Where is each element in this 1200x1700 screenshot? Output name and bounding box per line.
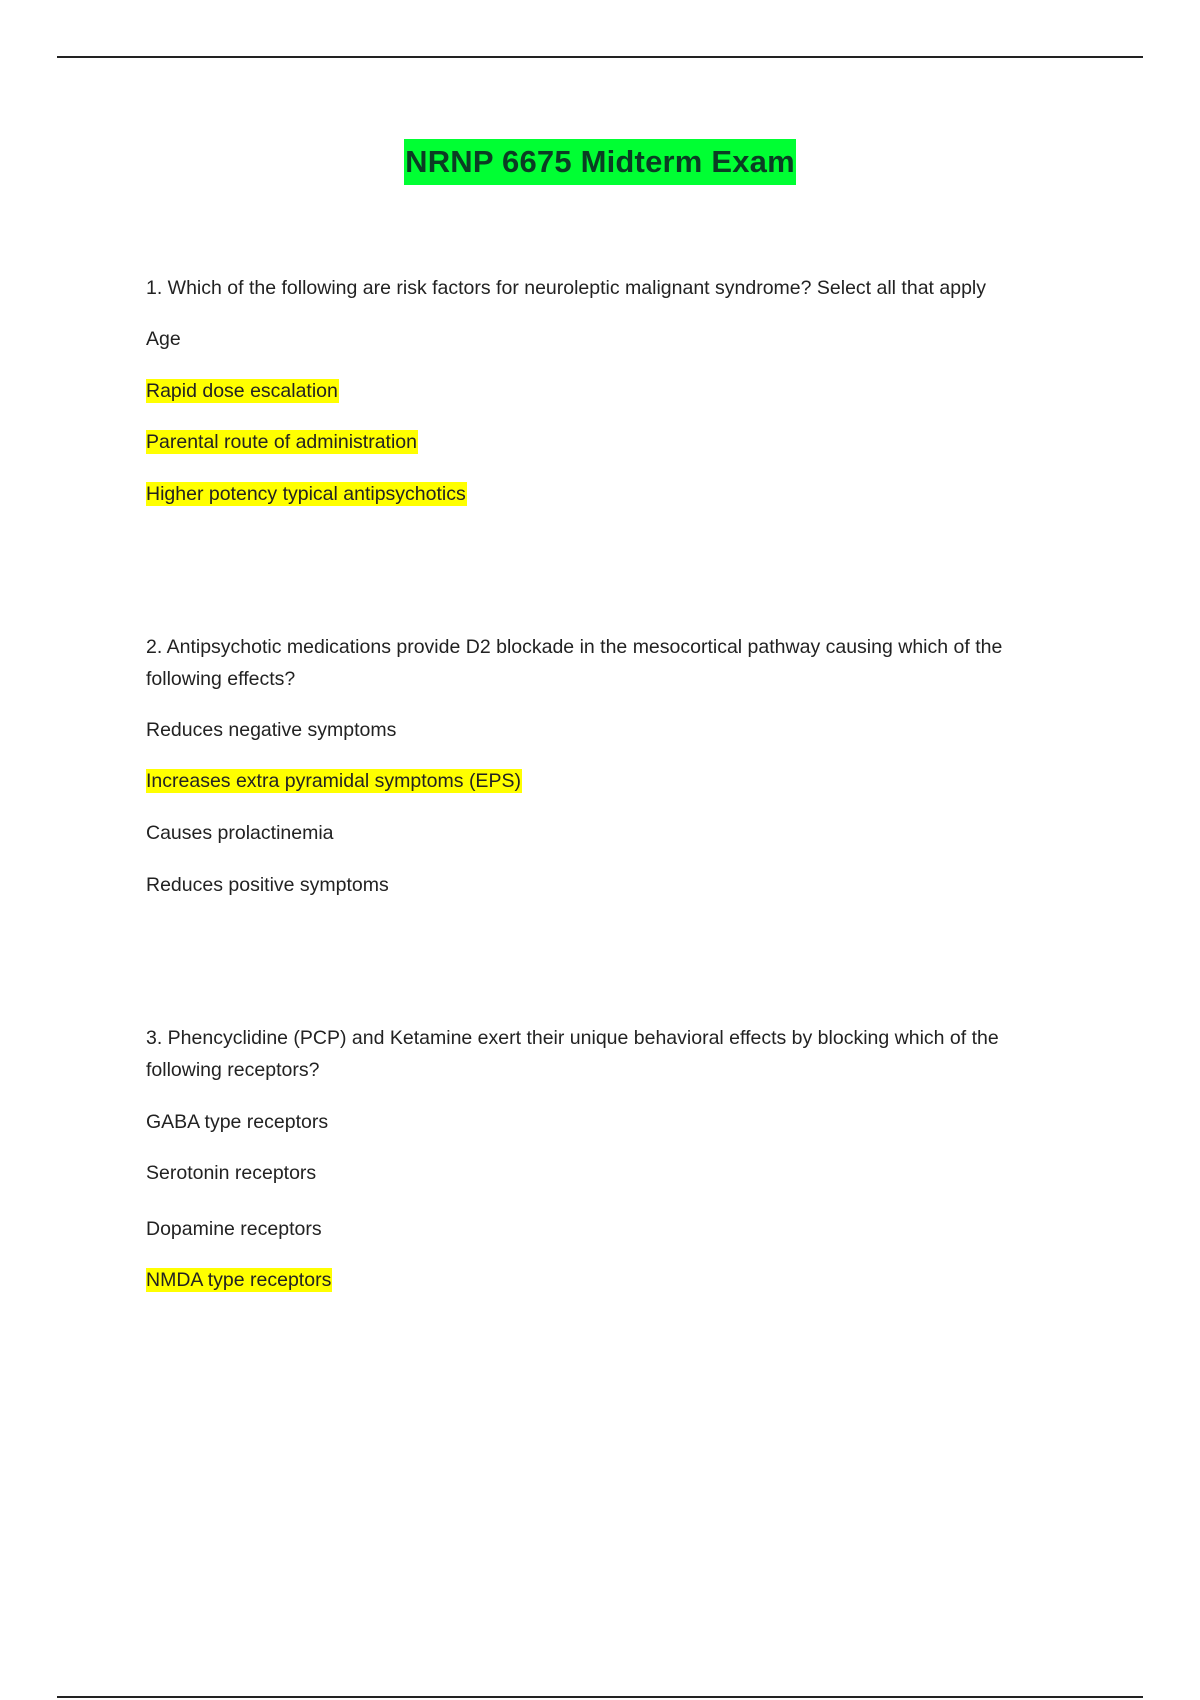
question-2-option-4 xyxy=(146,872,389,898)
option-text: Reduces positive symptoms xyxy=(146,874,389,896)
highlighted-answer: Increases extra pyramidal symptoms (EPS) xyxy=(146,770,521,792)
question-3-option-3 xyxy=(146,1216,322,1242)
question-1-option-1 xyxy=(146,326,181,352)
question-3-option-4 xyxy=(146,1267,332,1293)
page-title: NRNP 6675 Midterm Exam xyxy=(404,139,796,185)
question-1-option-4 xyxy=(146,481,467,507)
question-3-option-1 xyxy=(146,1109,328,1135)
highlighted-answer: Parental route of administration xyxy=(146,431,417,453)
question-1-option-3 xyxy=(146,429,418,455)
question-1-stem-line-1: 1. Which of the following are risk factors for neuroleptic malignant syndrome? Select all that apply xyxy=(146,277,986,299)
highlighted-answer: Rapid dose escalation xyxy=(146,380,338,402)
question-2-option-3 xyxy=(146,820,334,846)
option-text: GABA type receptors xyxy=(146,1111,329,1133)
bottom-rule xyxy=(57,1696,1143,1698)
question-1-option-2 xyxy=(146,378,339,404)
option-text: Dopamine receptors xyxy=(146,1218,322,1240)
option-text: Age xyxy=(146,328,181,350)
option-text: Reduces negative symptoms xyxy=(146,719,397,741)
top-rule xyxy=(57,56,1143,58)
question-2-option-2 xyxy=(146,768,522,794)
question-2-option-1 xyxy=(146,717,396,743)
option-text: Serotonin receptors xyxy=(146,1162,317,1184)
question-3-stem-line-2: following receptors? xyxy=(146,1059,320,1081)
title-block xyxy=(0,139,1200,185)
question-3-option-2 xyxy=(146,1160,316,1186)
highlighted-answer: Higher potency typical antipsychotics xyxy=(146,483,466,505)
option-text: Causes prolactinemia xyxy=(146,822,334,844)
question-2-stem-line-1: 2. Antipsychotic medications provide D2 blockade in the mesocortical pathway causing which of the xyxy=(146,636,1003,658)
question-3-stem-line-1: 3. Phencyclidine (PCP) and Ketamine exert their unique behavioral effects by blocking which of the xyxy=(146,1027,999,1049)
question-2-stem-line-2: following effects? xyxy=(146,668,296,690)
highlighted-answer: NMDA type receptors xyxy=(146,1269,332,1291)
